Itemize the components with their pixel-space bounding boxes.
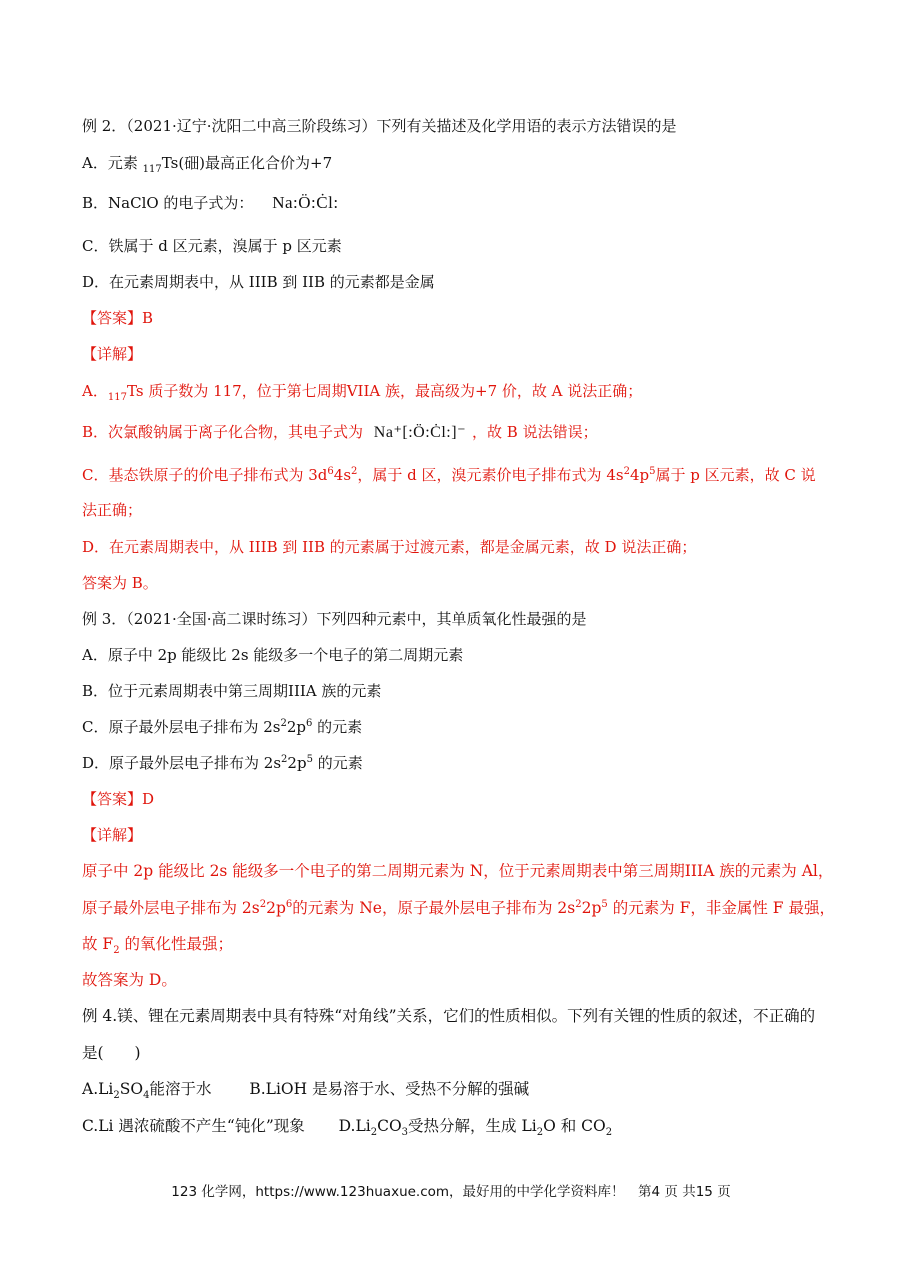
ex2-d-text: D．在元素周期表中，从 IIIB 到 IIB 的元素都是金属	[82, 273, 435, 291]
ex2-exp-c-part3: ，属于 d 区，溴元素价电子排布式为 4s	[357, 466, 624, 484]
ex3-exp2-part1: 原子最外层电子排布为 2s	[82, 899, 260, 917]
ex3-d-sup2: 5	[306, 754, 313, 765]
ex3-detail-label-text: 【详解】	[82, 826, 143, 844]
ex3-c-part3: 的元素	[312, 718, 363, 736]
ex3-exp2-part2: 2p	[266, 899, 286, 917]
ex3-exp2-part4: 2p	[581, 899, 602, 917]
ex4-a-part3: 能溶于水	[149, 1080, 212, 1098]
ex4-b-text: B.LiOH 是易溶于水、受热不分解的强碱	[249, 1080, 530, 1098]
ex4-d-part4: O 和 CO	[543, 1117, 606, 1135]
ex4-a-part2: SO	[119, 1080, 144, 1098]
footer-text: 123 化学网，https://www.123huaxue.com，最好用的中学化学资料库！ 第4 页 共15 页	[171, 1184, 731, 1200]
ex3-explanation-2	[82, 898, 835, 918]
ex2-exp-c-sup3: 2	[623, 466, 630, 477]
ex4-a-sub2: 4	[143, 1090, 150, 1102]
ex2-exp-c-part1: C．基态铁原子的价电子排布式为 3d	[82, 466, 328, 484]
ex3-explanation-3	[82, 934, 233, 957]
ex3-d-part1: D．原子最外层电子排布为 2s	[82, 754, 282, 772]
ex3-answer-text: 【答案】D	[82, 790, 155, 808]
ex2-explanation-d	[82, 537, 696, 557]
ex3-option-d	[82, 753, 363, 773]
ex4-question-line1	[82, 1006, 815, 1026]
ex4-c-text: C.Li 遇浓硫酸不产生“钝化”现象	[82, 1117, 305, 1135]
ex3-exp2-sup1: 2	[259, 898, 267, 910]
ex3-option-b	[82, 681, 381, 701]
ex2-exp-c-sup2: 2	[351, 466, 358, 477]
ex2-conclusion-text: 答案为 B。	[82, 574, 158, 592]
ex3-exp2-sup3: 2	[575, 898, 582, 910]
ex2-a-subscript: 117	[142, 164, 162, 175]
ex3-exp1-text: 原子中 2p 能级比 2s 能级多一个电子的第二周期元素为 N，位于元素周期表中第三周期IIIA 族的元素为 Al，	[82, 862, 834, 880]
ex3-option-a	[82, 645, 463, 665]
ex2-exp-b-electron-formula: Na⁺[:Ö:Ċl:]⁻	[373, 424, 467, 441]
ex2-option-b	[82, 193, 339, 213]
ex3-conclusion	[82, 970, 177, 990]
ex2-question-text: 例 2．（2021·辽宁·沈阳二中高三阶段练习）下列有关描述及化学用语的表示方法错误的是	[82, 117, 677, 135]
ex3-question-text: 例 3．（2021·全国·高二课时练习）下列四种元素中，其单质氧化性最强的是	[82, 610, 587, 628]
ex2-option-c	[82, 236, 342, 256]
ex4-d-sub1: 2	[370, 1127, 378, 1139]
ex3-exp3-part2: 的氧化性最强；	[119, 935, 233, 953]
ex2-explanation-b	[82, 422, 598, 443]
ex3-explanation-1	[82, 861, 833, 881]
ex3-b-text: B．位于元素周期表中第三周期IIIA 族的元素	[82, 682, 382, 700]
ex2-exp-a-prefix: A．	[82, 382, 108, 400]
ex4-options-cd	[82, 1116, 613, 1139]
ex2-exp-a-text: Ts 质子数为 117，位于第七周期VIIA 族，最高级为+7 价，故 A 说法正确；	[126, 382, 643, 400]
ex2-exp-c-part5: 属于 p 区元素，故 C 说	[655, 466, 816, 484]
ex3-c-sup1: 2	[280, 718, 287, 729]
ex2-conclusion	[82, 573, 158, 593]
ex3-exp2-part5: 的元素为 F，非金属性 F 最强，	[607, 899, 835, 917]
ex2-option-d	[82, 272, 435, 292]
ex3-question	[82, 609, 587, 629]
ex2-exp-c-part4: 4p	[629, 466, 650, 484]
ex2-a-text: Ts(鿬)最高正化合价为+7	[161, 154, 333, 172]
ex4-a-part1: A.Li	[82, 1080, 114, 1098]
ex2-exp-c-part2: 4s	[333, 466, 352, 484]
ex3-exp2-sup2: 6	[285, 898, 293, 910]
ex3-d-part2: 2p	[287, 754, 307, 772]
ex4-question-text-1: 例 4.镁、锂在元素周期表中具有特殊“对角线”关系，它们的性质相似。下列有关锂的性质的叙述，不正确的	[82, 1007, 816, 1025]
ex3-option-c	[82, 717, 362, 737]
ex3-exp3-sub: 2	[113, 945, 120, 957]
ex3-exp2-sup4: 5	[601, 898, 608, 910]
ex4-d-sub3: 2	[536, 1127, 544, 1139]
ex4-question-line2	[82, 1043, 141, 1063]
ex2-a-prefix: A．元素	[82, 154, 143, 172]
ex3-d-part3: 的元素	[312, 754, 363, 772]
ex3-conclusion-text: 故答案为 D。	[82, 971, 177, 989]
ex2-explanation-a	[82, 381, 642, 404]
ex2-exp-b-text: B．次氯酸钠属于离子化合物，其电子式为	[82, 423, 368, 441]
ex3-answer	[82, 789, 154, 809]
ex2-c-text: C．铁属于 d 区元素，溴属于 p 区元素	[82, 237, 342, 255]
ex2-answer	[82, 308, 153, 328]
ex3-c-sup2: 6	[306, 718, 313, 729]
ex4-d-part3: 受热分解，生成 Li	[408, 1117, 537, 1135]
ex2-b-electron-formula: Na:Ö:Ċl:	[272, 193, 339, 212]
ex3-a-text: A．原子中 2p 能级比 2s 能级多一个电子的第二周期元素	[82, 646, 464, 664]
ex4-a-sub1: 2	[113, 1090, 120, 1102]
ex3-c-part2: 2p	[286, 718, 307, 736]
ex2-answer-text: 【答案】B	[82, 309, 154, 327]
ex3-exp2-part3: 的元素为 Ne，原子最外层电子排布为 2s	[292, 899, 576, 917]
ex3-detail-label	[82, 825, 142, 845]
ex2-exp-b-post: ，故 B 说法错误；	[472, 423, 598, 441]
ex4-d-part1: D.Li	[338, 1117, 371, 1135]
ex2-detail-label-text: 【详解】	[82, 345, 143, 363]
ex3-d-sup1: 2	[281, 754, 288, 765]
ex4-question-text-2: 是( )	[82, 1044, 141, 1062]
ex2-explanation-c	[82, 465, 816, 485]
ex2-option-a	[82, 153, 332, 176]
ex2-explanation-c-cont	[82, 500, 142, 520]
ex4-d-sub2: 3	[401, 1127, 409, 1139]
ex4-options-ab	[82, 1079, 530, 1102]
ex3-exp3-part1: 故 F	[82, 935, 114, 953]
ex2-detail-label	[82, 344, 142, 364]
ex2-exp-a-subscript: 117	[107, 392, 127, 403]
ex2-exp-c-sup1: 6	[327, 466, 334, 477]
ex2-b-text: B．NaClO 的电子式为：	[82, 194, 254, 212]
ex2-exp-c-sup4: 5	[649, 466, 656, 477]
ex2-exp-d-text: D．在元素周期表中，从 IIIB 到 IIB 的元素属于过渡元素，都是金属元素，故 D 说法正确；	[82, 538, 697, 556]
ex3-c-part1: C．原子最外层电子排布为 2s	[82, 718, 281, 736]
ex2-question	[82, 116, 677, 136]
ex4-d-sub4: 2	[605, 1127, 613, 1139]
ex4-d-part2: CO	[377, 1117, 402, 1135]
page-footer	[0, 1180, 902, 1200]
ex2-exp-c-line2: 法正确；	[82, 501, 143, 519]
